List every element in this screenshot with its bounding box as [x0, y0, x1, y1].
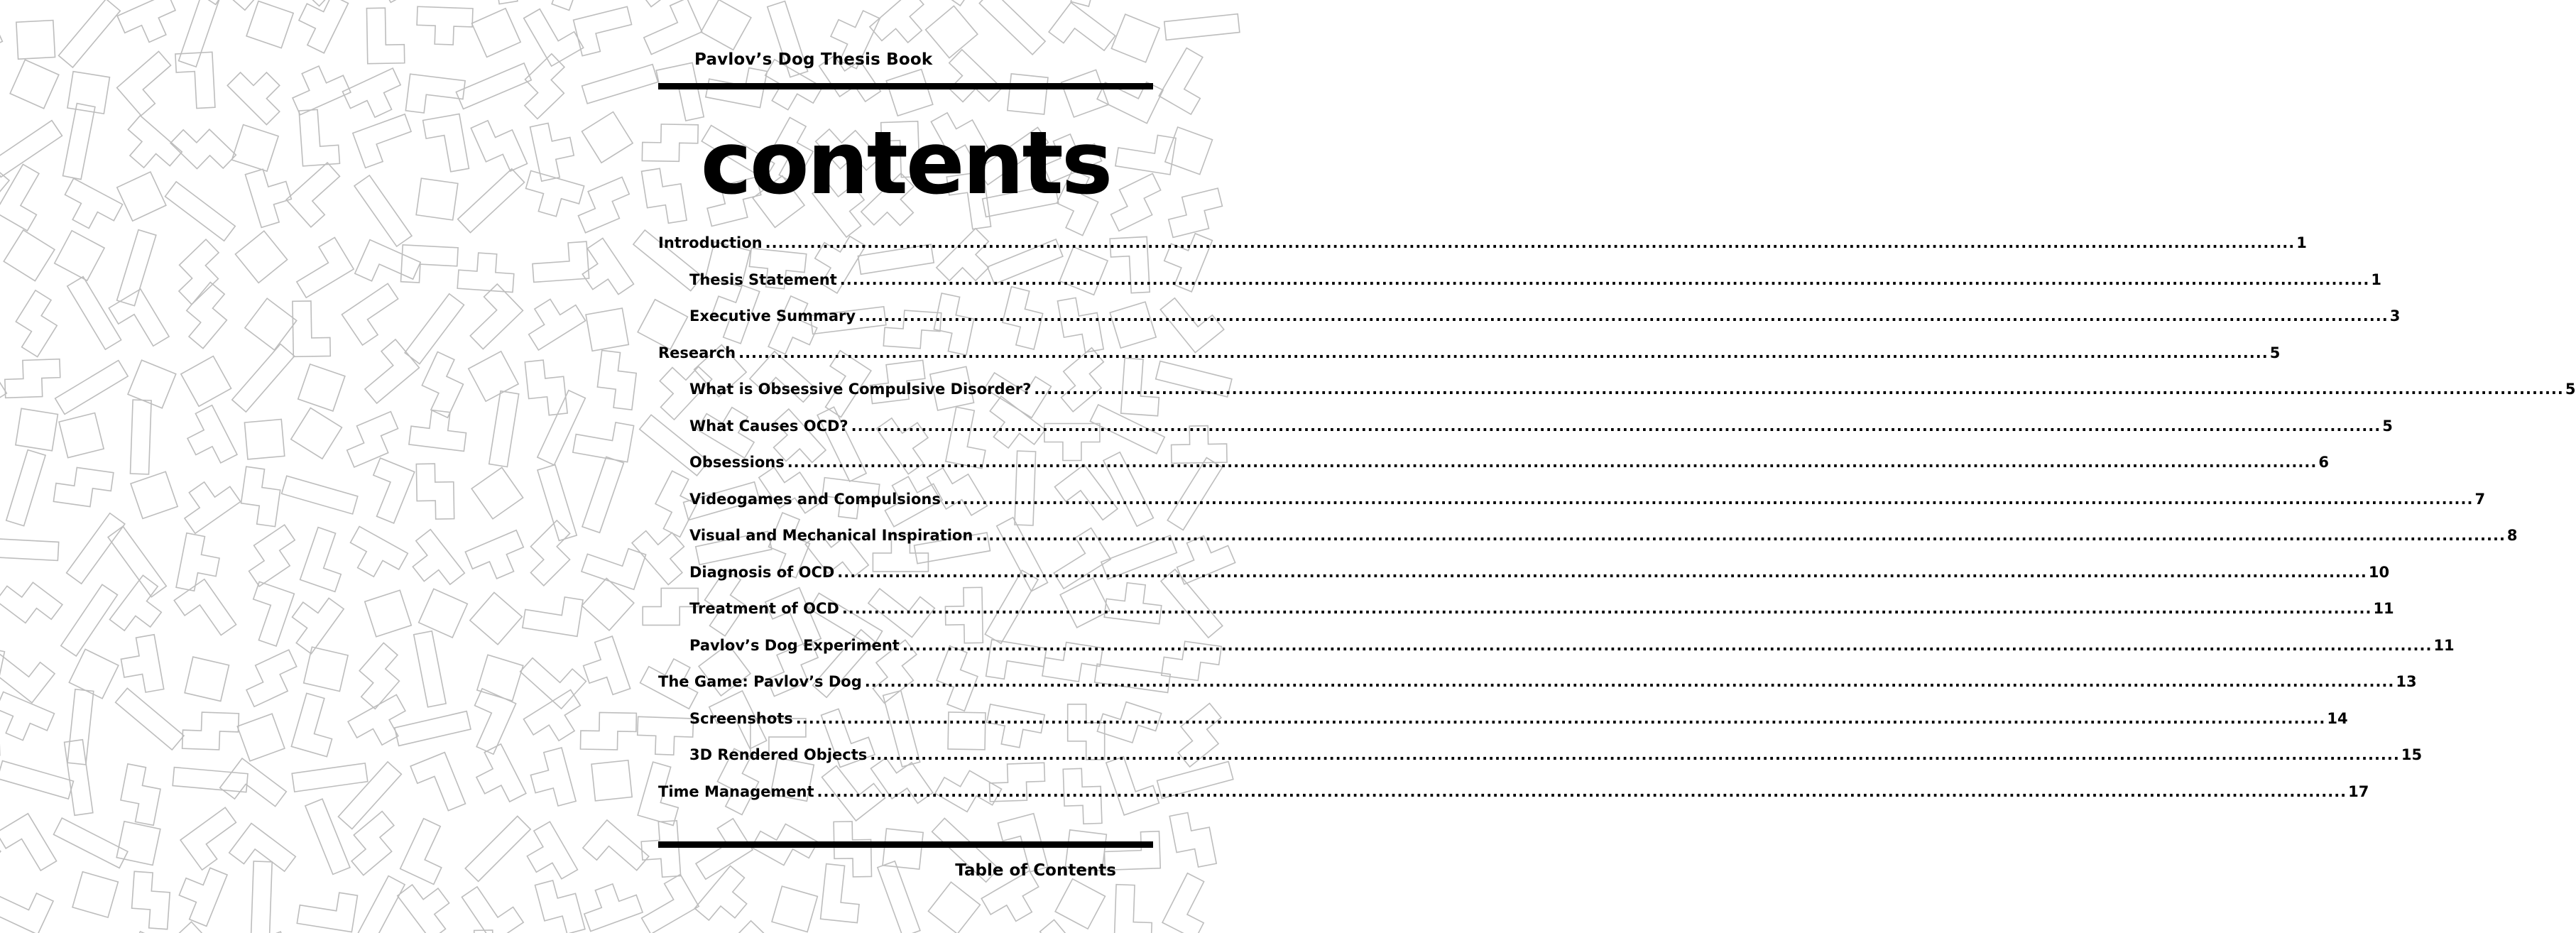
toc-entry-label: Introduction — [658, 234, 763, 251]
tetromino-outline — [338, 762, 401, 829]
tetromino-outline — [130, 400, 151, 474]
tetromino-outline — [179, 0, 220, 67]
tetromino-outline — [182, 711, 239, 751]
tetromino-outline — [583, 820, 649, 884]
tetromino-outline — [580, 712, 636, 750]
toc-dot-leader: ................................................................................................................................................................................................................................................ — [943, 490, 2474, 508]
tetromino-outline — [405, 74, 465, 117]
tetromino-outline — [185, 657, 229, 701]
toc-dot-leader: ................................................................................................................................................................................................................................................ — [738, 344, 2269, 361]
tetromino-outline — [118, 635, 164, 696]
tetromino-outline — [462, 876, 523, 933]
tetromino-outline — [227, 60, 293, 125]
tetromino-outline — [131, 471, 178, 518]
tetromino-outline — [241, 582, 295, 646]
toc-entry — [658, 454, 2329, 491]
toc-entry — [658, 782, 2369, 820]
tetromino-outline — [469, 351, 518, 401]
toc-entry — [658, 563, 2390, 601]
toc-entry-page-number: 14 — [2327, 709, 2348, 727]
tetromino-outline — [465, 530, 530, 586]
tetromino-outline — [405, 294, 464, 364]
toc-entry-label: Diagnosis of OCD — [689, 563, 835, 581]
toc-entry-label: Executive Summary — [689, 307, 856, 324]
tetromino-outline — [305, 799, 350, 874]
toc-entry — [658, 673, 2417, 710]
toc-entry-label: Treatment of OCD — [689, 600, 839, 617]
tetromino-outline — [354, 175, 412, 246]
tetromino-outline — [366, 8, 404, 64]
tetromino-outline — [582, 537, 646, 590]
tetromino-outline — [164, 922, 229, 933]
tetromino-outline — [235, 231, 287, 283]
tetromino-outline — [291, 693, 342, 756]
tetromino-outline — [349, 0, 408, 11]
tetromino-outline — [0, 878, 53, 933]
tetromino-outline — [286, 163, 352, 227]
tetromino-outline — [340, 412, 405, 467]
tetromino-outline — [537, 464, 577, 540]
tetromino-outline — [0, 538, 59, 560]
tetromino-outline — [577, 636, 631, 701]
tetromino-outline — [117, 764, 164, 825]
tetromino-outline — [239, 525, 305, 586]
tetromino-outline — [232, 344, 295, 413]
tetromino-outline — [0, 692, 54, 747]
tetromino-outline — [53, 818, 127, 868]
tetromino-outline — [353, 339, 419, 403]
tetromino-outline — [582, 578, 633, 630]
toc-panel — [658, 0, 2576, 933]
toc-dot-leader: ................................................................................................................................................................................................................................................ — [837, 563, 2367, 581]
tetromino-outline — [535, 875, 584, 933]
tetromino-outline — [231, 0, 293, 10]
tetromino-outline — [423, 114, 469, 175]
tetromino-outline — [175, 52, 215, 109]
tetromino-outline — [173, 768, 248, 792]
tetromino-outline — [471, 467, 523, 518]
toc-entry-page-number: 13 — [2396, 673, 2417, 690]
tetromino-outline — [165, 182, 236, 241]
tetromino-outline — [298, 364, 345, 411]
tetromino-outline — [582, 65, 658, 104]
tetromino-outline — [293, 300, 330, 356]
tetromino-outline — [63, 104, 95, 180]
tetromino-outline — [531, 241, 589, 282]
toc-dot-leader: ................................................................................................................................................................................................................................................ — [976, 527, 2506, 544]
tetromino-outline — [0, 760, 73, 799]
toc-entry-page-number: 11 — [2373, 600, 2394, 617]
tetromino-outline — [459, 689, 515, 754]
tetromino-outline — [55, 361, 129, 415]
toc-entry — [658, 307, 2401, 344]
tetromino-outline — [523, 591, 583, 637]
tetromino-outline — [0, 8, 2, 64]
page-title: contents — [700, 113, 1111, 214]
tetromino-outline — [16, 408, 58, 450]
tetromino-outline — [117, 0, 182, 50]
toc-entry-label: What is Obsessive Compulsive Disorder? — [689, 381, 1032, 398]
toc-entry-page-number: 10 — [2368, 563, 2390, 581]
toc-dot-leader: ................................................................................................................................................................................................................................................ — [851, 417, 2381, 435]
tetromino-outline — [355, 240, 420, 296]
tetromino-outline — [416, 178, 458, 220]
tetromino-outline — [245, 164, 297, 228]
tetromino-outline — [458, 169, 525, 233]
tetromino-outline — [1164, 188, 1226, 237]
toc-entry-page-number: 1 — [2296, 234, 2307, 251]
tetromino-outline — [176, 533, 223, 594]
tetromino-outline — [365, 590, 412, 637]
tetromino-outline — [470, 592, 522, 644]
tetromino-outline — [282, 476, 358, 514]
tetromino-outline — [292, 763, 368, 792]
toc-entry — [658, 600, 2394, 637]
tetromino-outline — [1165, 127, 1213, 175]
toc-entry-page-number: 11 — [2433, 636, 2455, 654]
tetromino-outline — [239, 466, 283, 526]
toc-entry — [658, 271, 2381, 308]
tetromino-outline — [347, 643, 411, 709]
tetromino-outline — [471, 113, 527, 178]
toc-entry-page-number: 15 — [2401, 746, 2423, 763]
tetromino-outline — [237, 714, 285, 761]
running-foot: Table of Contents — [955, 861, 1116, 880]
toc-dot-leader: ................................................................................................................................................................................................................................................ — [858, 307, 2389, 324]
tetromino-outline — [419, 589, 468, 638]
tetromino-outline — [359, 458, 414, 523]
toc-entry — [658, 746, 2423, 783]
tetromino-outline — [128, 360, 176, 408]
tetromino-outline — [342, 526, 408, 585]
tetromino-outline — [10, 60, 59, 109]
tetromino-outline — [67, 72, 109, 114]
toc-entry-label: Pavlov’s Dog Experiment — [689, 636, 900, 654]
tetromino-outline — [400, 819, 457, 885]
tetromino-outline — [582, 112, 633, 163]
tetromino-outline — [582, 457, 623, 533]
toc-entry — [658, 381, 2576, 418]
tetromino-outline — [489, 391, 519, 467]
toc-entry-page-number: 3 — [2389, 307, 2401, 324]
tetromino-outline — [53, 465, 113, 509]
tetromino-outline — [281, 587, 344, 654]
toc-entry-page-number: 8 — [2506, 527, 2518, 544]
tetromino-outline — [535, 0, 589, 10]
tetromino-outline — [180, 807, 247, 870]
toc-entry — [658, 344, 2281, 381]
tetromino-outline — [72, 872, 118, 917]
tetromino-outline — [4, 230, 55, 281]
toc-entry-label: What Causes OCD? — [689, 417, 848, 435]
tetromino-outline — [400, 245, 458, 285]
tetromino-outline — [0, 814, 57, 880]
tetromino-outline — [59, 413, 104, 458]
tetromino-outline — [477, 655, 523, 701]
tetromino-outline — [244, 420, 284, 459]
tetromino-outline — [578, 878, 643, 932]
toc-entry-label: Visual and Mechanical Inspiration — [689, 527, 973, 544]
tetromino-outline — [530, 119, 578, 181]
toc-entry-label: Obsessions — [689, 454, 785, 471]
tetromino-outline — [465, 816, 530, 881]
tetromino-outline — [416, 6, 473, 45]
toc-dot-leader: ................................................................................................................................................................................................................................................ — [841, 600, 2372, 617]
toc-entry-label: Research — [658, 344, 736, 361]
tetromino-outline — [291, 408, 342, 459]
tetromino-outline — [297, 887, 357, 932]
tetromino-outline — [220, 758, 287, 821]
tetromino-outline — [116, 116, 182, 180]
tetromino-outline — [291, 0, 349, 53]
tetromino-outline — [185, 0, 236, 4]
tetromino-outline — [6, 290, 67, 357]
toc-entry — [658, 709, 2348, 747]
toc-entry-page-number: 5 — [2382, 417, 2393, 435]
tetromino-outline — [474, 929, 512, 933]
tetromino-outline — [16, 21, 55, 60]
tetromino-outline — [116, 822, 160, 866]
tetromino-outline — [59, 0, 121, 67]
toc-entry-page-number: 5 — [2565, 381, 2576, 398]
tetromino-outline — [6, 450, 45, 526]
tetromino-outline — [109, 289, 169, 356]
toc-entry-page-number: 7 — [2474, 490, 2486, 508]
tetromino-outline — [414, 352, 471, 418]
tetromino-outline — [175, 283, 239, 349]
tetromino-outline — [239, 650, 305, 706]
tetromino-outline — [526, 748, 576, 811]
tetromino-outline — [0, 640, 55, 703]
tetromino-outline — [117, 172, 166, 221]
tetromino-outline — [109, 575, 172, 642]
toc-list — [658, 234, 2576, 819]
tetromino-outline — [586, 0, 652, 7]
toc-dot-leader: ................................................................................................................................................................................................................................................ — [765, 234, 2296, 251]
tetromino-outline — [232, 125, 279, 172]
tetromino-outline — [116, 688, 184, 750]
running-head: Pavlov’s Dog Thesis Book — [694, 50, 933, 69]
tetromino-outline — [56, 178, 122, 237]
tetromino-outline — [0, 572, 62, 634]
tetromino-outline — [299, 108, 339, 165]
tetromino-outline — [245, 298, 297, 350]
tetromino-outline — [518, 520, 583, 586]
tetromino-outline — [353, 114, 417, 168]
tetromino-outline — [285, 58, 350, 114]
toc-entry-page-number: 1 — [2371, 271, 2381, 288]
tetromino-outline — [0, 817, 1, 880]
tetromino-outline — [342, 283, 408, 345]
tetromino-outline — [55, 231, 104, 280]
tetromino-outline — [573, 416, 634, 462]
tetromino-outline — [293, 0, 344, 6]
tetromino-outline — [61, 584, 118, 656]
top-rule — [658, 83, 1153, 89]
tetromino-outline — [468, 744, 526, 810]
tetromino-outline — [1159, 48, 1218, 115]
toc-entry — [658, 417, 2393, 454]
tetromino-outline — [117, 51, 183, 115]
tetromino-outline — [251, 861, 273, 933]
toc-dot-leader: ................................................................................................................................................................................................................................................ — [817, 782, 2347, 800]
tetromino-outline — [0, 644, 4, 706]
toc-dot-leader: ................................................................................................................................................................................................................................................ — [787, 454, 2318, 471]
toc-entry-page-number: 5 — [2269, 344, 2281, 361]
tetromino-outline — [519, 290, 586, 350]
tetromino-outline — [61, 0, 128, 6]
tetromino-outline — [181, 356, 231, 407]
toc-dot-leader: ................................................................................................................................................................................................................................................ — [870, 746, 2400, 763]
toc-entry-label: Time Management — [658, 782, 814, 800]
tetromino-outline — [67, 277, 121, 350]
toc-dot-leader: ................................................................................................................................................................................................................................................ — [1034, 381, 2564, 398]
tetromino-outline — [456, 63, 531, 109]
tetromino-outline — [179, 405, 237, 471]
tetromino-outline — [572, 238, 634, 305]
tetromino-outline — [304, 647, 348, 691]
toc-entry — [658, 490, 2486, 528]
tetromino-outline — [416, 464, 454, 520]
tetromino-outline — [173, 861, 227, 927]
tetromino-outline — [471, 9, 520, 58]
tetromino-outline — [1164, 14, 1240, 40]
toc-entry-label: Screenshots — [689, 709, 793, 727]
toc-entry-label: The Game: Pavlov’s Dog — [658, 673, 862, 690]
tetromino-outline — [117, 230, 156, 306]
tetromino-outline — [246, 1, 293, 48]
tetromino-outline — [354, 876, 405, 933]
tetromino-outline — [518, 822, 577, 888]
tetromino-outline — [409, 408, 469, 451]
bottom-rule — [658, 841, 1153, 848]
toc-entry-label: Videogames and Compulsions — [689, 490, 941, 508]
tetromino-outline — [525, 358, 567, 417]
tetromino-outline — [131, 871, 171, 929]
toc-entry — [658, 527, 2518, 564]
tetromino-outline — [67, 689, 94, 765]
tetromino-outline — [586, 308, 628, 351]
toc-entry — [658, 636, 2455, 674]
tetromino-outline — [300, 528, 354, 592]
tetromino-outline — [0, 164, 55, 231]
tetromino-outline — [1169, 809, 1216, 871]
tetromino-outline — [410, 753, 465, 818]
tetromino-outline — [1162, 873, 1221, 933]
tetromino-outline — [4, 359, 61, 398]
toc-entry-page-number: 17 — [2348, 782, 2369, 800]
tetromino-outline — [457, 284, 523, 349]
toc-entry-label: Thesis Statement — [689, 271, 837, 288]
tetromino-outline — [287, 237, 354, 298]
toc-dot-leader: ................................................................................................................................................................................................................................................ — [902, 636, 2433, 654]
toc-dot-leader: ................................................................................................................................................................................................................................................ — [795, 709, 2326, 727]
tetromino-outline — [395, 711, 471, 746]
tetromino-outline — [229, 823, 296, 885]
tetromino-outline — [595, 350, 638, 410]
toc-entry — [658, 234, 2307, 271]
toc-dot-leader: ................................................................................................................................................................................................................................................ — [864, 673, 2395, 690]
tetromino-outline — [457, 251, 515, 292]
toc-entry-page-number: 6 — [2318, 454, 2329, 471]
tetromino-outline — [591, 760, 632, 801]
tetromino-outline — [170, 116, 236, 182]
tetromino-outline — [174, 471, 241, 533]
toc-entry-label: 3D Rendered Objects — [689, 746, 868, 763]
toc-dot-leader: ................................................................................................................................................................................................................................................ — [839, 271, 2370, 288]
tetromino-outline — [414, 631, 446, 707]
tetromino-outline — [401, 530, 464, 596]
tetromino-outline — [166, 239, 231, 305]
tetromino-outline — [472, 0, 518, 7]
